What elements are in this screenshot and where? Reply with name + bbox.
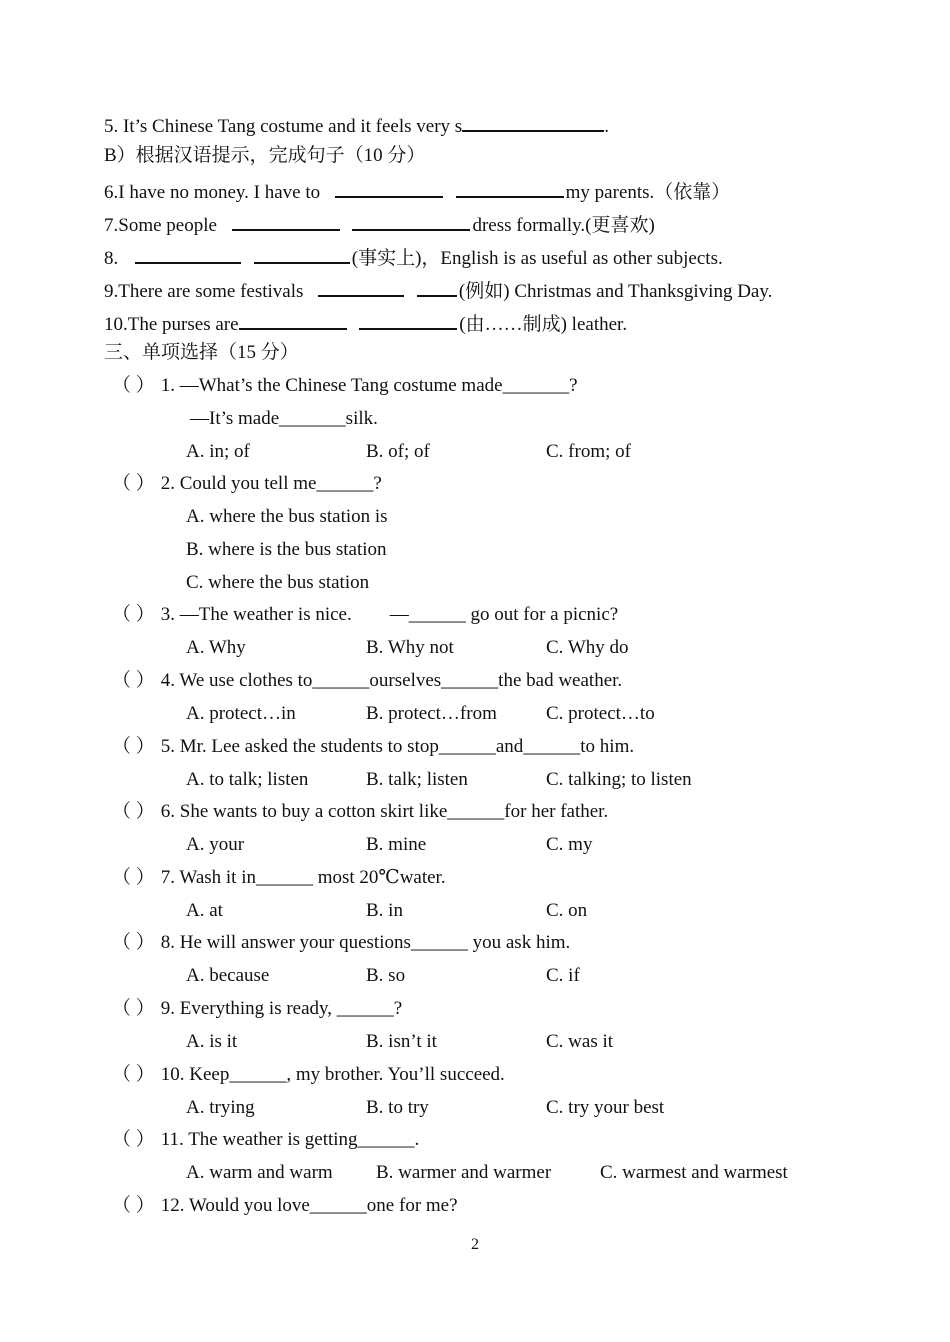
option-b[interactable]: B. so (366, 965, 406, 986)
answer-blank[interactable] (135, 244, 241, 264)
answer-blank[interactable] (239, 310, 347, 330)
option-b[interactable]: B. where is the bus station (186, 539, 387, 560)
option-a[interactable]: A. in; of (186, 441, 250, 462)
option-b[interactable]: B. to try (366, 1097, 429, 1118)
mc-question-6: （ ） 6. She wants to buy a cotton skirt like______for her father. (112, 801, 609, 822)
answer-paren[interactable]: （ ） (112, 604, 155, 625)
section-3-heading: 三、单项选择（15 分） (104, 342, 299, 363)
mc-question-1-stem2: —It’s made_______silk. (190, 408, 378, 429)
answer-paren[interactable]: （ ） (112, 1064, 155, 1085)
answer-blank[interactable] (359, 310, 457, 330)
option-c[interactable]: C. if (546, 965, 580, 986)
mc-question-4: （ ） 4. We use clothes to______ourselves______the bad weather. (112, 670, 623, 691)
mc-question-8: （ ） 8. He will answer your questions______ you ask him. (112, 932, 571, 953)
answer-paren[interactable]: （ ） (112, 867, 155, 888)
option-b[interactable]: B. protect…from (366, 703, 497, 724)
answer-blank[interactable] (456, 178, 564, 198)
answer-paren[interactable]: （ ） (112, 375, 155, 396)
option-a[interactable]: A. your (186, 834, 245, 855)
option-b[interactable]: B. talk; listen (366, 769, 468, 790)
option-a[interactable]: A. is it (186, 1031, 238, 1052)
answer-blank[interactable] (254, 244, 350, 264)
answer-paren[interactable]: （ ） (112, 670, 155, 691)
option-a[interactable]: A. trying (186, 1097, 255, 1118)
mc-question-11: （ ） 11. The weather is getting______. (112, 1129, 420, 1150)
option-b[interactable]: B. of; of (366, 441, 430, 462)
answer-blank[interactable] (232, 211, 340, 231)
mc-question-12: （ ） 12. Would you love______one for me? (112, 1195, 458, 1216)
option-c[interactable]: C. Why do (546, 637, 629, 658)
option-c[interactable]: C. was it (546, 1031, 614, 1052)
mc-question-3: （ ） 3. —The weather is nice. —______ go out for a picnic? (112, 604, 619, 625)
option-b[interactable]: B. warmer and warmer (376, 1162, 552, 1183)
option-a[interactable]: A. Why (186, 637, 246, 658)
answer-paren[interactable]: （ ） (112, 1195, 155, 1216)
mc-question-10: （ ） 10. Keep______, my brother. You’ll succeed. (112, 1064, 505, 1085)
mc-question-5: （ ） 5. Mr. Lee asked the students to stop______and______to him. (112, 736, 635, 757)
mc-question-1: （ ） 1. —What’s the Chinese Tang costume made_______? (112, 375, 578, 396)
option-b[interactable]: B. isn’t it (366, 1031, 437, 1052)
mc-question-7: （ ） 7. Wash it in______ most 20℃water. (112, 867, 446, 888)
option-a[interactable]: A. warm and warm (186, 1162, 333, 1183)
option-b[interactable]: B. in (366, 900, 403, 921)
option-c[interactable]: C. protect…to (546, 703, 655, 724)
option-b[interactable]: B. mine (366, 834, 427, 855)
answer-paren[interactable]: （ ） (112, 736, 155, 757)
option-a[interactable]: A. because (186, 965, 270, 986)
answer-blank[interactable] (417, 277, 457, 297)
option-c[interactable]: C. warmest and warmest (600, 1162, 788, 1183)
question-b8: 8. (事实上)，English is as useful as other subjects. (104, 244, 723, 270)
answer-paren[interactable]: （ ） (112, 1129, 155, 1150)
option-c[interactable]: C. on (546, 900, 588, 921)
option-c[interactable]: C. my (546, 834, 593, 855)
option-c[interactable]: C. try your best (546, 1097, 665, 1118)
option-b[interactable]: B. Why not (366, 637, 454, 658)
answer-paren[interactable]: （ ） (112, 473, 155, 494)
option-a[interactable]: A. to talk; listen (186, 769, 309, 790)
answer-paren[interactable]: （ ） (112, 932, 155, 953)
question-b7: 7.Some people dress formally.(更喜欢) (104, 211, 655, 237)
mc-question-9: （ ） 9. Everything is ready, ______? (112, 998, 403, 1019)
answer-paren[interactable]: （ ） (112, 801, 155, 822)
option-a[interactable]: A. at (186, 900, 223, 921)
option-c[interactable]: C. talking; to listen (546, 769, 692, 790)
option-c[interactable]: C. from; of (546, 441, 631, 462)
question-b10: 10.The purses are (由……制成) leather. (104, 310, 627, 336)
answer-blank[interactable] (352, 211, 470, 231)
option-a[interactable]: A. protect…in (186, 703, 296, 724)
question-b6: 6.I have no money. I have to my parents.（依靠） (104, 178, 730, 204)
page-number: 2 (471, 1236, 479, 1253)
option-a[interactable]: A. where the bus station is (186, 506, 388, 527)
question-b9: 9.There are some festivals (例如) Christmas and Thanksgiving Day. (104, 277, 772, 303)
question-a5: 5. It’s Chinese Tang costume and it feels very s . (104, 112, 609, 138)
answer-paren[interactable]: （ ） (112, 998, 155, 1019)
section-b-heading: B）根据汉语提示，完成句子（10 分） (104, 145, 426, 166)
answer-blank[interactable] (335, 178, 443, 198)
answer-blank[interactable] (462, 112, 604, 132)
mc-question-2: （ ） 2. Could you tell me______? (112, 473, 382, 494)
option-c[interactable]: C. where the bus station (186, 572, 370, 593)
answer-blank[interactable] (318, 277, 404, 297)
